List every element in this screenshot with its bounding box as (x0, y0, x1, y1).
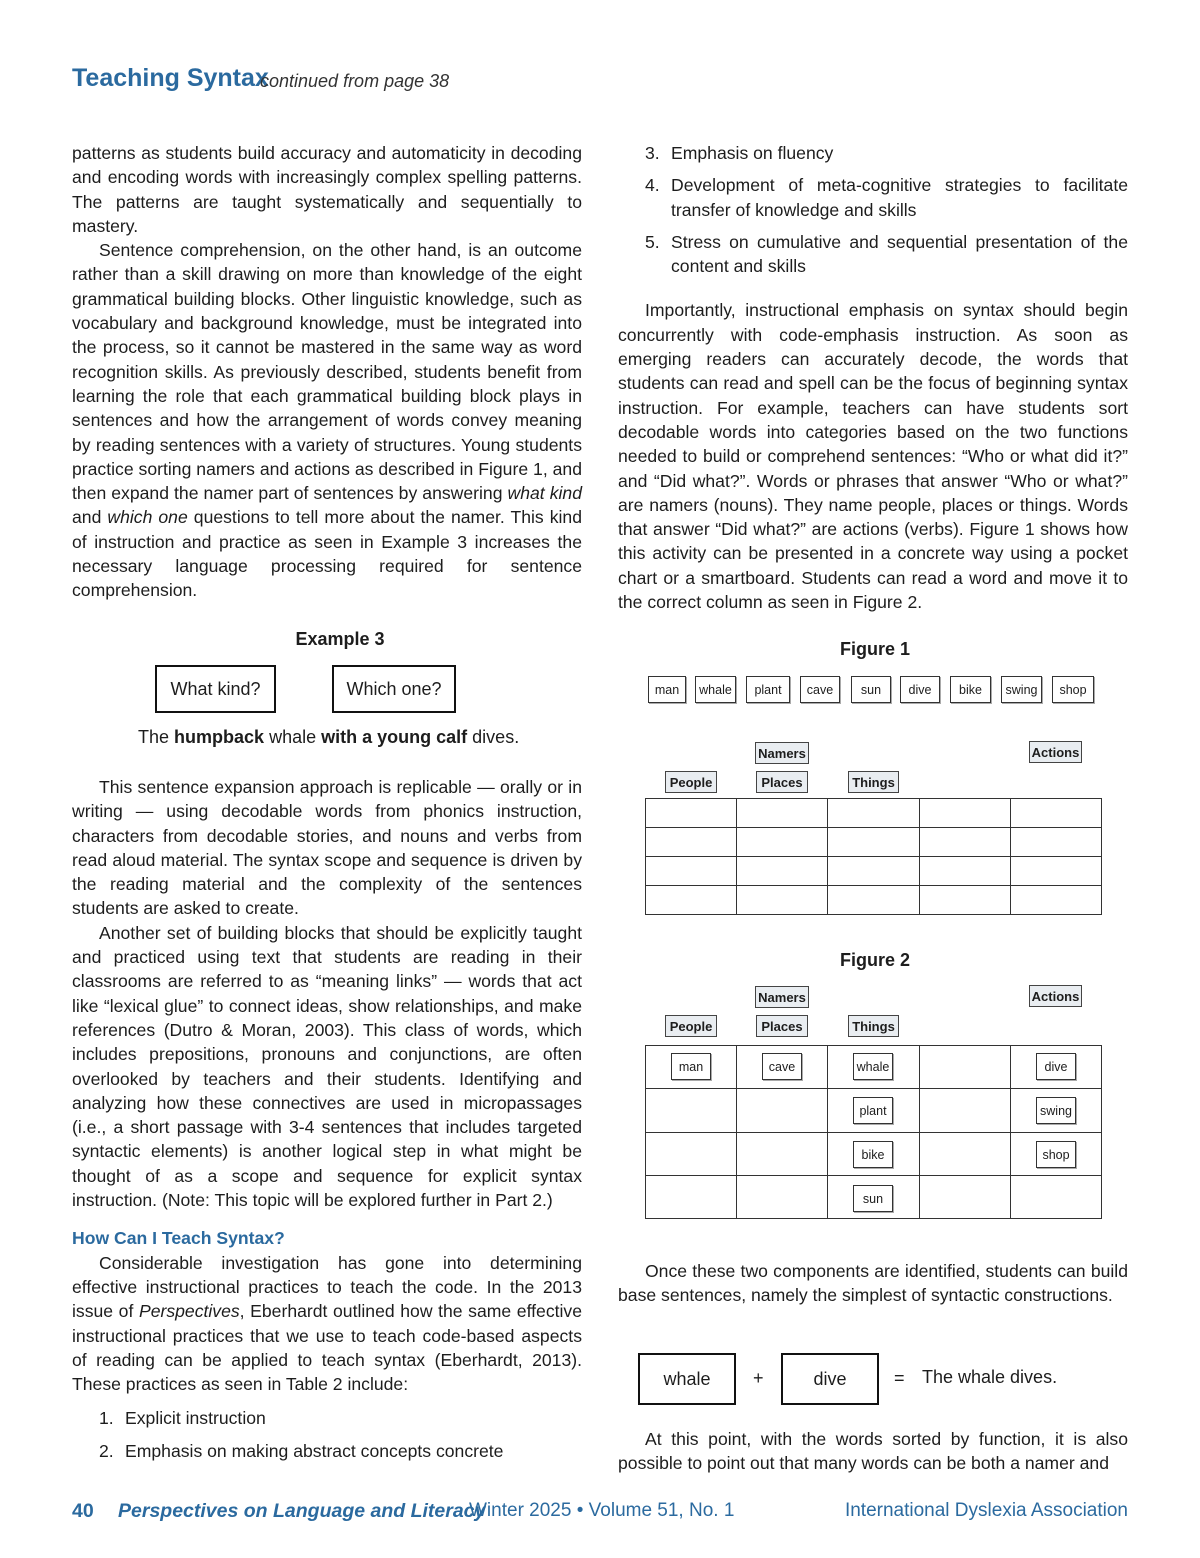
sorted-word-sun[interactable]: sun (853, 1185, 893, 1212)
right-column-bottom (618, 1259, 1128, 1308)
people-label: People (665, 1015, 717, 1037)
places-label: Places (756, 1015, 808, 1037)
word-card-shop[interactable]: shop (1052, 676, 1094, 703)
sorted-word-dive[interactable]: dive (1036, 1053, 1076, 1080)
equation-namer-box: whale (638, 1353, 736, 1405)
word-card-bike[interactable]: bike (950, 676, 991, 703)
sorted-word-whale[interactable]: whale (853, 1053, 893, 1080)
equation-action-box: dive (781, 1353, 879, 1405)
things-label: Things (848, 771, 899, 793)
sorted-word-man[interactable]: man (671, 1053, 711, 1080)
section-heading: How Can I Teach Syntax? (72, 1228, 285, 1249)
left-column-top (72, 141, 582, 603)
practices-list-right (618, 141, 1128, 278)
word-card-cave[interactable]: cave (800, 676, 840, 703)
word-card-sun[interactable]: sun (851, 676, 891, 703)
example-title: Example 3 (295, 629, 385, 649)
equation-result: The whale dives. (922, 1367, 1058, 1387)
paragraph: patterns as students build accuracy and automaticity in decoding and encoding words with increasingly complex spelling patterns. The patterns are taught systematically and sequentially to mastery. (72, 143, 582, 236)
word-card-plant[interactable]: plant (746, 676, 790, 703)
organization-name: International Dyslexia Association (844, 1500, 1128, 1521)
actions-label: Actions (1029, 741, 1082, 763)
figure1-title: Figure 1 (840, 639, 911, 659)
journal-name: Perspectives on Language and Literacy (118, 1500, 486, 1522)
practices-list-left (72, 1406, 582, 1463)
namers-label: Namers (755, 986, 809, 1008)
places-label: Places (756, 771, 808, 793)
page-number: 40 (72, 1500, 94, 1522)
page-title: Teaching Syntax (72, 64, 269, 92)
list-item: 4. Development of meta-cognitive strategies to facilitate transfer of knowledge and skills (645, 175, 1128, 220)
word-card-swing[interactable]: swing (1001, 676, 1042, 703)
equals-sign: = (894, 1368, 905, 1388)
plus-sign: + (753, 1368, 764, 1388)
word-card-whale[interactable]: whale (695, 676, 736, 703)
sorted-word-cave[interactable]: cave (762, 1053, 802, 1080)
figure2-title: Figure 2 (840, 950, 911, 970)
what-kind-box: What kind? (155, 665, 276, 713)
namers-label: Namers (755, 742, 809, 764)
paragraph: At this point, with the words sorted by function, it is also possible to point out that many words can be both a namer and (618, 1429, 1128, 1474)
sorted-word-swing[interactable]: swing (1036, 1097, 1076, 1124)
list-item: 5. Stress on cumulative and sequential presentation of the content and skills (645, 231, 1128, 277)
actions-label: Actions (1029, 985, 1082, 1007)
right-column-end (618, 1427, 1128, 1476)
things-label: Things (848, 1015, 899, 1037)
figure1-sort-grid (645, 798, 1102, 915)
paragraph: Importantly, instructional emphasis on syntax should begin concurrently with code-emphasis instruction. As soon as emerging readers can accurately decode, the words that students can read and spell can be the focus of beginning syntax instruction. For example, teachers can have students sort decodable words into categories based on the two functions needed to build or comprehend sentences: “Who or what did it?” and “Did what?”. Words or phrases that answer “Who or what?” are namers (nouns). They name people, places or things. Words that answer “Did what?” are actions (verbs). Figure 1 shows how this activity can be presented in a concrete way using a pocket chart or a smartboard. Students can read a word and move it to the correct column as seen in Figure 2. (618, 300, 1128, 613)
paragraph: Sentence comprehension, on the other hand, is an outcome rather than a skill drawing on more than knowledge of the eight grammatical building blocks. Other linguistic knowledge, such as vocabulary and background knowledge, must be integrated into the process, so it cannot be mastered in the same way as word recognition skills. As previously described, students benefit from learning the role that each grammatical building block plays in sentences and how the arrangement of words convey meaning by reading sentences with a variety of structures. Young students practice sorting namers and actions as described in Figure 1, and then expand the namer part of sentences by answering what kind and which one questions to tell more about the namer. This kind of instruction and practice as seen in Example 3 increases the necessary language processing required for sentence comprehension. (72, 240, 582, 601)
sorted-word-shop[interactable]: shop (1036, 1141, 1076, 1168)
word-card-man[interactable]: man (648, 676, 686, 703)
list-item: 2. Emphasis on making abstract concepts concrete (99, 1440, 504, 1461)
sorted-word-bike[interactable]: bike (853, 1141, 893, 1168)
sorted-word-plant[interactable]: plant (853, 1097, 893, 1124)
people-label: People (665, 771, 717, 793)
word-card-dive[interactable]: dive (900, 676, 940, 703)
issue-info: Winter 2025 • Volume 51, No. 1 (469, 1500, 735, 1521)
list-item: 3. Emphasis on fluency (645, 143, 834, 163)
paragraph: This sentence expansion approach is replicable — orally or in writing — using decodable words from phonics instruction, characters from decodable stories, and nouns and verbs from read aloud material. The syntax scope and sequence is driven by the reading material and the complexity of the sentences students are asked to create. (72, 777, 582, 919)
example-sentence: The humpback whale with a young calf dives. (138, 727, 520, 747)
left-column-bottom (72, 775, 582, 1471)
paragraph: Another set of building blocks that should be explicitly taught and practiced using text that students are reading in their classrooms are referred to as “meaning links” — words that act like “lexical glue” to connect ideas, show relationships, and make references (Dutro & Moran, 2003). This class of words, which includes prepositions, pronouns and conjunctions, are often overlooked by teachers and their students. Identifying and analyzing how these connectives are used in micropassages (i.e., a short passage with 3-4 sentences that includes targeted syntactic elements) is another logical step in what might be thought of as a scope and sequence for explicit syntax instruction. (Note: This topic will be explored further in Part 2.) (72, 922, 582, 1211)
paragraph: Considerable investigation has gone into determining effective instructional practices to teach the code. In the 2013 issue of Perspectives, Eberhardt outlined how the same effective instructional practices that we use to teach code-based aspects of reading can be applied to teach syntax (Eberhardt, 2013). These practices as seen in Table 2 include: (72, 1252, 582, 1395)
paragraph: Once these two components are identified, students can build base sentences, namely the simplest of syntactic constructions. (618, 1261, 1128, 1306)
continued-note: continued from page 38 (260, 71, 450, 91)
right-column-top (618, 141, 1128, 614)
list-item: 1. Explicit instruction (99, 1408, 266, 1429)
which-one-box: Which one? (332, 665, 456, 713)
